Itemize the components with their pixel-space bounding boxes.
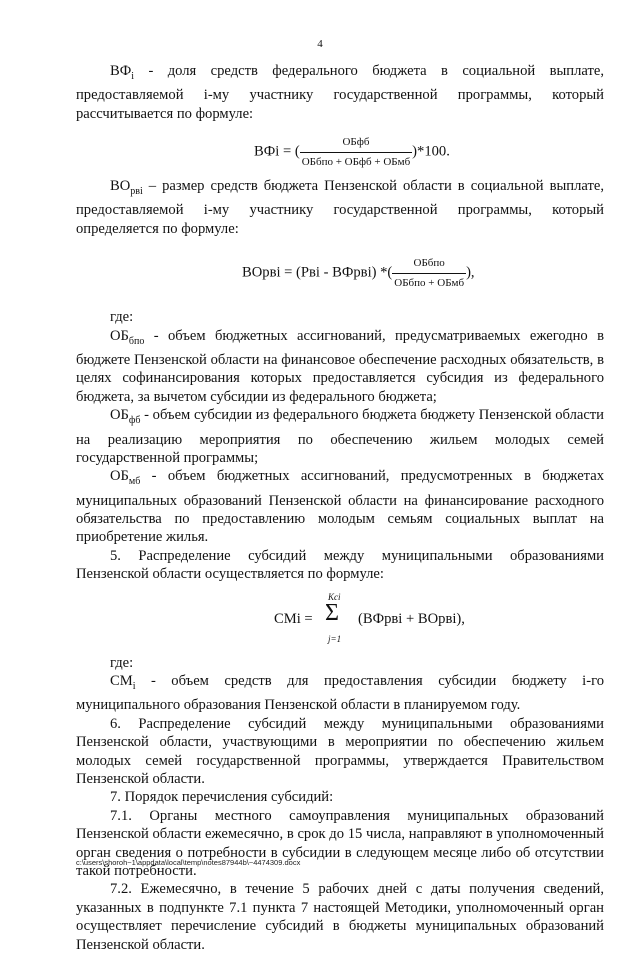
term-ob-bpo-subscript: бпо: [128, 335, 145, 347]
formula-vo-denominator: ОБбпо + ОБмб: [392, 273, 466, 292]
definition-ob-fb: [76, 406, 604, 467]
item-7-2: 7.2. Ежемесячно, в течение 5 рабочих дней с даты получения сведений, указанных в подпункте 7.1 пункта 7 настоящей Методики, уполномоченный орган осуществляет перечисление субсидий в бюджеты муниципальных образований Пензенской области.: [76, 881, 604, 953]
paragraph-vf-definition: [76, 62, 604, 123]
term-ob-mb: ОБ: [110, 468, 129, 485]
formula-cm-lhs: СМi =: [274, 610, 313, 627]
definition-ob-bpo: [76, 327, 604, 407]
page-number: 4: [317, 38, 323, 50]
formula-vo: [76, 238, 604, 308]
formula-vf-fraction: [300, 133, 412, 171]
formula-cm-sum-bottom: j=1: [328, 633, 342, 644]
formula-vf-rhs: )*100.: [412, 143, 450, 160]
definition-vf-text: - доля средств федерального бюджета в социальной выплате, предоставляемой i-му участнику государственной программы, который рассчитывается по формуле:: [76, 63, 604, 122]
file-path-footer: c:\users\shoroh~1\appdata\local\temp\notes87944b\~4474309.docx: [76, 858, 301, 867]
definition-cm-text: - объем средств для предоставления субсидии бюджету i-го муниципального образования Пензенской области в планируемом году.: [76, 673, 604, 714]
formula-vf-denominator: ОБбпо + ОБфб + ОБмб: [300, 152, 412, 171]
formula-vo-numerator: ОБбпо: [413, 257, 445, 270]
term-cm-subscript: i: [132, 680, 136, 692]
term-ob-fb: ОБ: [110, 407, 129, 424]
item-6: 6. Распределение субсидий между муниципальными образованиями Пензенской области, участвующими в мероприятии по обеспечению жильем молодых семей государственной программы, утверждается Правительством Пензенской области.: [76, 715, 604, 787]
term-ob-fb-subscript: фб: [128, 415, 141, 427]
term-cm: СМ: [110, 673, 133, 690]
term-vf-subscript: i: [131, 70, 135, 82]
term-vo: ВО: [110, 178, 131, 195]
item-5: 5. Распределение субсидий между муниципальными образованиями Пензенской области осуществляется по формуле:: [76, 547, 604, 583]
definition-vo-text: – размер средств бюджета Пензенской области в социальной выплате, предоставляемой i-му участнику государственной программы, который определяется по формуле:: [76, 178, 604, 237]
definition-cm: [76, 672, 604, 715]
where-label-2: где:: [110, 654, 134, 671]
formula-vo-rhs: ),: [466, 264, 475, 281]
item-7: 7. Порядок перечисления субсидий:: [110, 789, 334, 806]
item-7-1: 7.1. Органы местного самоуправления муниципальных образований Пензенской области ежемесячно, в срок до 15 числа, направляют в уполномоченный орган сведения о потребности в субсидии в следующем месяце либо об отсутствии такой потребности.: [76, 807, 604, 880]
formula-cm-body: (ВФрвi + ВОрвi),: [358, 610, 465, 627]
formula-cm-sigma: Σ: [325, 599, 339, 626]
term-vo-subscript: рвi: [130, 186, 143, 198]
definition-ob-fb-text: - объем субсидии из федерального бюджета бюджету Пензенской области на реализацию мероприятия по обеспечению жильем молодых семей государственной программы;: [76, 407, 604, 466]
formula-vf-numerator: ОБфб: [342, 136, 370, 149]
term-ob-mb-subscript: мб: [128, 476, 141, 488]
formula-vo-lhs: ВОрвi = (Рвi - ВФрвi) *(: [242, 264, 393, 281]
definition-ob-mb-text: - объем бюджетных ассигнований, предусмотренных в бюджетах муниципальных образований Пензенской области на финансирование расходного обязательства по предоставлению молодым семьям социальных выплат на приобретение жилья.: [76, 468, 604, 546]
definition-ob-mb: [76, 467, 604, 547]
definition-ob-bpo-text: - объем бюджетных ассигнований, предусматриваемых ежегодно в бюджете Пензенской области на финансовое обеспечение расходных обязательств, в целях софинансирования которых предоставляется субсидия из федерального бюджета, за вычетом субсидии из федерального бюджета;: [76, 327, 604, 405]
formula-vf-lhs: ВФi = (: [254, 143, 300, 160]
paragraph-vo-definition: [76, 177, 604, 238]
formula-cm: [76, 584, 604, 654]
document-body: [76, 62, 604, 954]
formula-vo-fraction: [392, 254, 466, 292]
formula-cm-sum-top: Kci: [328, 591, 341, 602]
formula-vf: [76, 123, 604, 177]
where-label-1: где:: [110, 309, 134, 326]
term-vf: ВФ: [110, 63, 132, 79]
term-ob-bpo: ОБ: [110, 327, 129, 344]
